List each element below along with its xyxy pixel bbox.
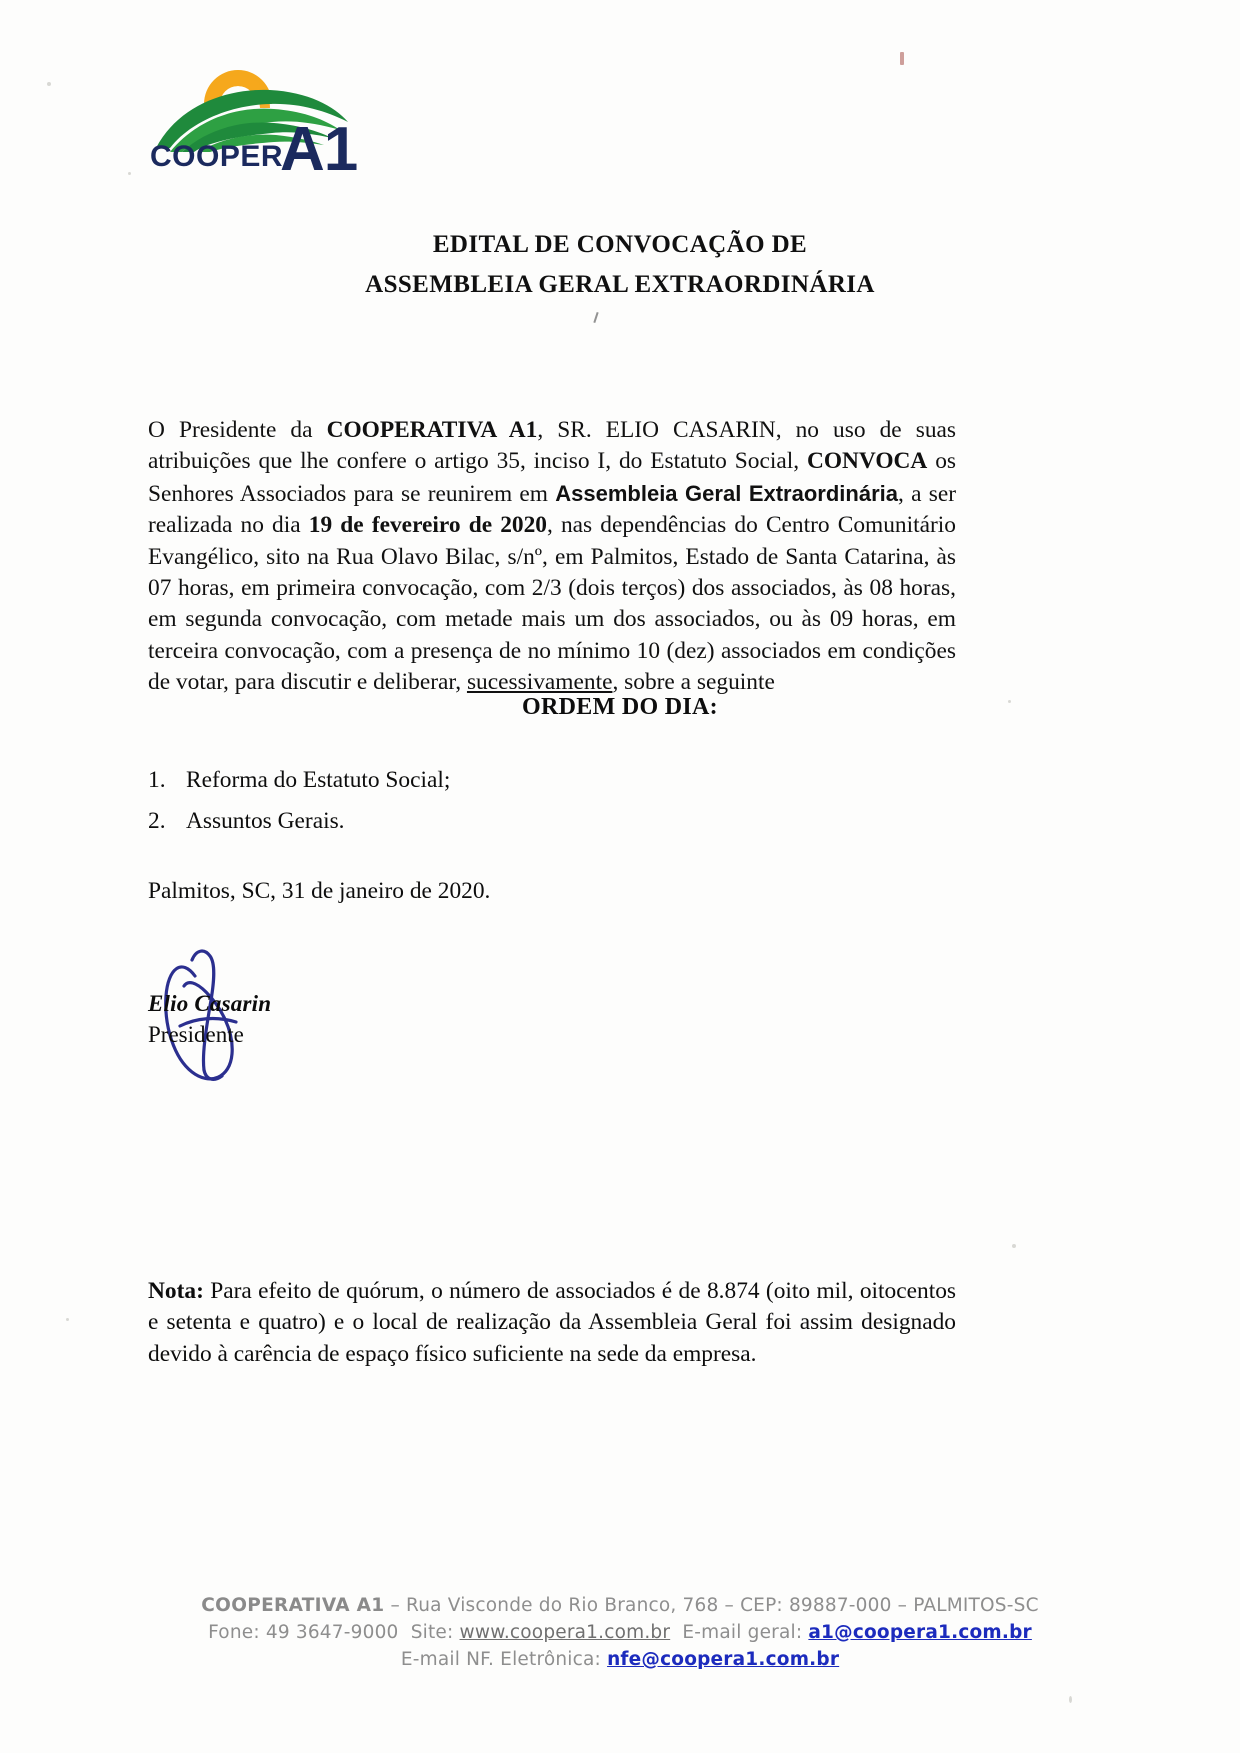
body-assembleia-bold: Assembleia Geral Extraordinária [555,480,898,506]
logo-artwork [148,48,378,170]
body-text-g: , a ser realizada no dia [148,480,957,539]
page-title-line2: ASSEMBLEIA GERAL EXTRAORDINÁRIA [365,271,875,298]
scan-speckle [1012,1244,1016,1248]
agenda-item-text: Assuntos Gerais. [186,808,345,834]
scan-speckle [66,1318,69,1321]
agenda-item-text: Reforma do Estatuto Social; [186,767,451,793]
note-paragraph [148,1276,956,1370]
logo-a1-text: A1 [280,115,358,170]
footer-site-label: Site: [410,1622,460,1643]
body-text-e: os Senhores Associados para se reunirem em [148,448,956,507]
place-and-date: Palmitos, SC, 31 de janeiro de 2020. [148,878,491,904]
page-footer [0,1592,1240,1673]
note-label: Nota: [148,1278,204,1304]
footer-brand: COOPERATIVA A1 [201,1595,385,1616]
scan-artifact-mark [593,312,598,323]
footer-email-nf-link[interactable]: nfe@coopera1.com.br [607,1649,840,1670]
body-text-i: , nas dependências do Centro Comunitário Evangélico, sito na Rua Olavo Bilac, s/nº, em Palmitos, Estado de Santa Catarina, às 07 horas, em primeira convocação, com 2/3 (dois terços) dos associados, às 08 horas, em segunda convocação, com metade mais um dos associados, ou às 09 horas, em terceira convocação, com a presença de no mínimo 10 (dez) associados em condições de votar, para discutir e deliberar, [148,512,956,696]
footer-email-label: E-mail geral: [682,1622,809,1643]
scan-speckle [128,172,131,175]
body-cooperativa-bold: COOPERATIVA A1 [326,417,538,443]
scan-speckle [1069,1696,1072,1703]
cooper-a1-logo [148,48,378,170]
scan-speckle [900,52,904,65]
footer-email-general-link[interactable]: a1@coopera1.com.br [808,1622,1032,1643]
agenda-heading: ORDEM DO DIA: [522,694,718,720]
page-title-line1: EDITAL DE CONVOCAÇÃO DE [432,231,808,258]
note-text: Para efeito de quórum, o número de associados é de 8.874 (oito mil, oitocentos e setenta e quatro) e o local de realização da Assembleia Geral foi assim designado devido à carência de espaço físico suficiente na sede da empresa. [148,1278,956,1367]
footer-phone: Fone: 49 3647-9000 [208,1622,399,1643]
body-sucessivamente-underline: sucessivamente [466,669,613,696]
footer-site-link[interactable]: www.coopera1.com.br [459,1622,671,1643]
footer-line-2 [0,1619,1240,1646]
scan-speckle [47,82,51,86]
body-convoca-bold: CONVOCA [806,448,928,475]
body-text-c: , SR. ELIO CASARIN, no uso de suas atribuições que lhe confere o artigo 35, inciso I, do Estatuto Social, [148,417,956,475]
footer-nf-label: E-mail NF. Eletrônica: [400,1649,608,1670]
body-date-bold: 19 de fevereiro de 2020 [308,512,547,539]
list-item [148,760,848,801]
logo-cooper-text: COOPER [150,140,284,170]
footer-line-1 [0,1592,1240,1619]
signature-role: Presidente [148,1022,244,1047]
body-paragraph [148,415,956,699]
footer-line-3 [0,1646,1240,1673]
signature-name: Elio Casarin [148,991,272,1016]
body-text-a: O Presidente da [148,417,327,443]
agenda-list [148,760,848,842]
agenda-item-number: 2. [148,808,166,834]
body-text-k: , sobre a seguinte [612,669,775,696]
list-item [148,801,848,842]
agenda-item-number: 1. [148,767,166,793]
footer-address: – Rua Visconde do Rio Branco, 768 – CEP: 89887-000 – PALMITOS-SC [384,1595,1039,1616]
